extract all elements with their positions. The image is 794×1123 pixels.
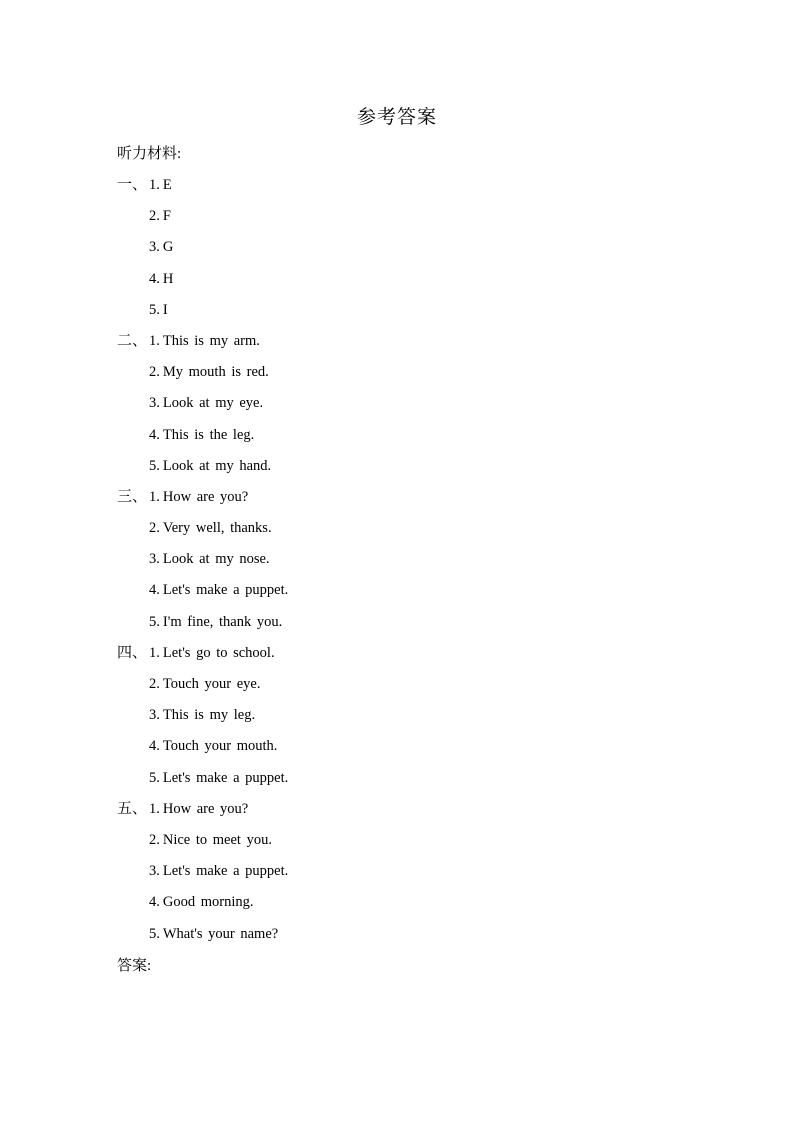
- item-text: I'm fine, thank you.: [162, 613, 283, 630]
- item-number: 1.: [149, 800, 160, 817]
- item-text: Let's make a puppet.: [162, 863, 289, 880]
- section-marker: 三、: [117, 488, 148, 505]
- list-item: [117, 174, 677, 205]
- item-line: [149, 205, 171, 227]
- list-item: [117, 330, 677, 361]
- item-line: [149, 392, 263, 414]
- item-line: [149, 361, 269, 383]
- item-number: 2.: [149, 676, 160, 692]
- item-text: Let's go to school.: [162, 644, 275, 661]
- item-number: 5.: [149, 925, 160, 942]
- item-text: Touch your mouth.: [162, 738, 278, 755]
- item-line: [149, 517, 272, 539]
- item-number: 5.: [149, 613, 160, 630]
- list-item: [117, 735, 677, 766]
- section-marker: 四、: [117, 644, 148, 661]
- list-item: [117, 236, 677, 267]
- item-number: 2.: [149, 831, 160, 848]
- item-text: Let's make a puppet.: [162, 582, 289, 599]
- item-line: [149, 548, 270, 570]
- item-text: Very well, thanks.: [162, 520, 272, 537]
- item-text: H: [162, 270, 174, 287]
- list-item: [117, 486, 677, 517]
- item-text: F: [162, 208, 171, 225]
- list-item: [117, 361, 677, 392]
- item-number: 5.: [149, 769, 160, 786]
- item-line: [149, 735, 277, 757]
- item-number: 4.: [149, 426, 160, 443]
- list-item: [117, 829, 677, 860]
- section-marker: 五、: [117, 800, 148, 817]
- item-text: This is my arm.: [162, 332, 260, 349]
- list-item: [117, 548, 677, 579]
- list-item: [117, 611, 677, 642]
- item-line: [149, 424, 254, 446]
- item-number: 1.: [149, 177, 160, 193]
- item-line: [149, 174, 172, 196]
- item-number: 1.: [149, 488, 160, 505]
- section-marker: 二、: [117, 332, 148, 349]
- item-line: [149, 923, 278, 945]
- item-line: [149, 798, 248, 820]
- list-item: [117, 424, 677, 455]
- list-item: [117, 923, 677, 954]
- item-line: [149, 611, 282, 633]
- item-text: What's your name?: [162, 925, 279, 942]
- item-text: E: [162, 177, 172, 193]
- item-number: 1.: [149, 332, 160, 349]
- item-line: [149, 579, 288, 601]
- item-number: 2.: [149, 208, 160, 225]
- item-text: Look at my eye.: [162, 395, 264, 412]
- item-text: My mouth is red.: [162, 364, 269, 381]
- item-text: I: [162, 301, 168, 318]
- section-5: [117, 798, 677, 954]
- item-line: [149, 829, 272, 851]
- page-title: 参考答案: [356, 107, 437, 128]
- item-line: [149, 299, 168, 321]
- item-text: Touch your eye.: [162, 676, 261, 692]
- list-item: [117, 860, 677, 891]
- item-text: This is the leg.: [162, 426, 255, 443]
- item-number: 3.: [149, 551, 160, 568]
- item-number: 4.: [149, 738, 160, 755]
- item-text: How are you?: [162, 800, 249, 817]
- item-text: This is my leg.: [162, 707, 256, 724]
- list-item: [117, 891, 677, 922]
- section-4: [117, 642, 677, 798]
- item-line: [149, 268, 173, 290]
- item-line: [149, 642, 275, 664]
- item-line: [149, 486, 248, 508]
- item-number: 1.: [149, 644, 160, 661]
- listening-material-list: [117, 174, 677, 954]
- item-number: 4.: [149, 894, 160, 911]
- item-number: 4.: [149, 582, 160, 599]
- item-line: [149, 236, 173, 258]
- list-item: [117, 517, 677, 548]
- item-number: 3.: [149, 239, 160, 256]
- section-marker: 一、: [117, 177, 148, 193]
- list-item: [117, 798, 677, 829]
- item-text: G: [162, 239, 174, 256]
- item-text: How are you?: [162, 488, 249, 505]
- item-number: 5.: [149, 457, 160, 474]
- listening-material-label: 听力材料:: [117, 146, 182, 162]
- item-number: 2.: [149, 364, 160, 381]
- item-line: [149, 673, 260, 695]
- list-item: [117, 642, 677, 673]
- item-number: 3.: [149, 395, 160, 412]
- list-item: [117, 392, 677, 423]
- item-line: [149, 891, 253, 913]
- item-number: 3.: [149, 707, 160, 724]
- list-item: [117, 579, 677, 610]
- item-number: 2.: [149, 520, 160, 537]
- list-item: [117, 704, 677, 735]
- list-item: [117, 767, 677, 798]
- item-line: [149, 704, 255, 726]
- list-item: [117, 268, 677, 299]
- answers-label: 答案:: [117, 958, 152, 974]
- item-text: Look at my nose.: [162, 551, 270, 568]
- list-item: [117, 673, 677, 704]
- item-text: Good morning.: [162, 894, 254, 911]
- item-text: Let's make a puppet.: [162, 769, 289, 786]
- item-number: 5.: [149, 301, 160, 318]
- item-line: [149, 860, 288, 882]
- list-item: [117, 299, 677, 330]
- item-line: [149, 330, 260, 352]
- list-item: [117, 205, 677, 236]
- item-text: Nice to meet you.: [162, 831, 272, 848]
- item-line: [149, 455, 271, 477]
- item-number: 3.: [149, 863, 160, 880]
- item-line: [149, 767, 288, 789]
- section-1: [117, 174, 677, 330]
- item-text: Look at my hand.: [162, 457, 272, 474]
- section-3: [117, 486, 677, 642]
- section-2: [117, 330, 677, 486]
- item-number: 4.: [149, 270, 160, 287]
- list-item: [117, 455, 677, 486]
